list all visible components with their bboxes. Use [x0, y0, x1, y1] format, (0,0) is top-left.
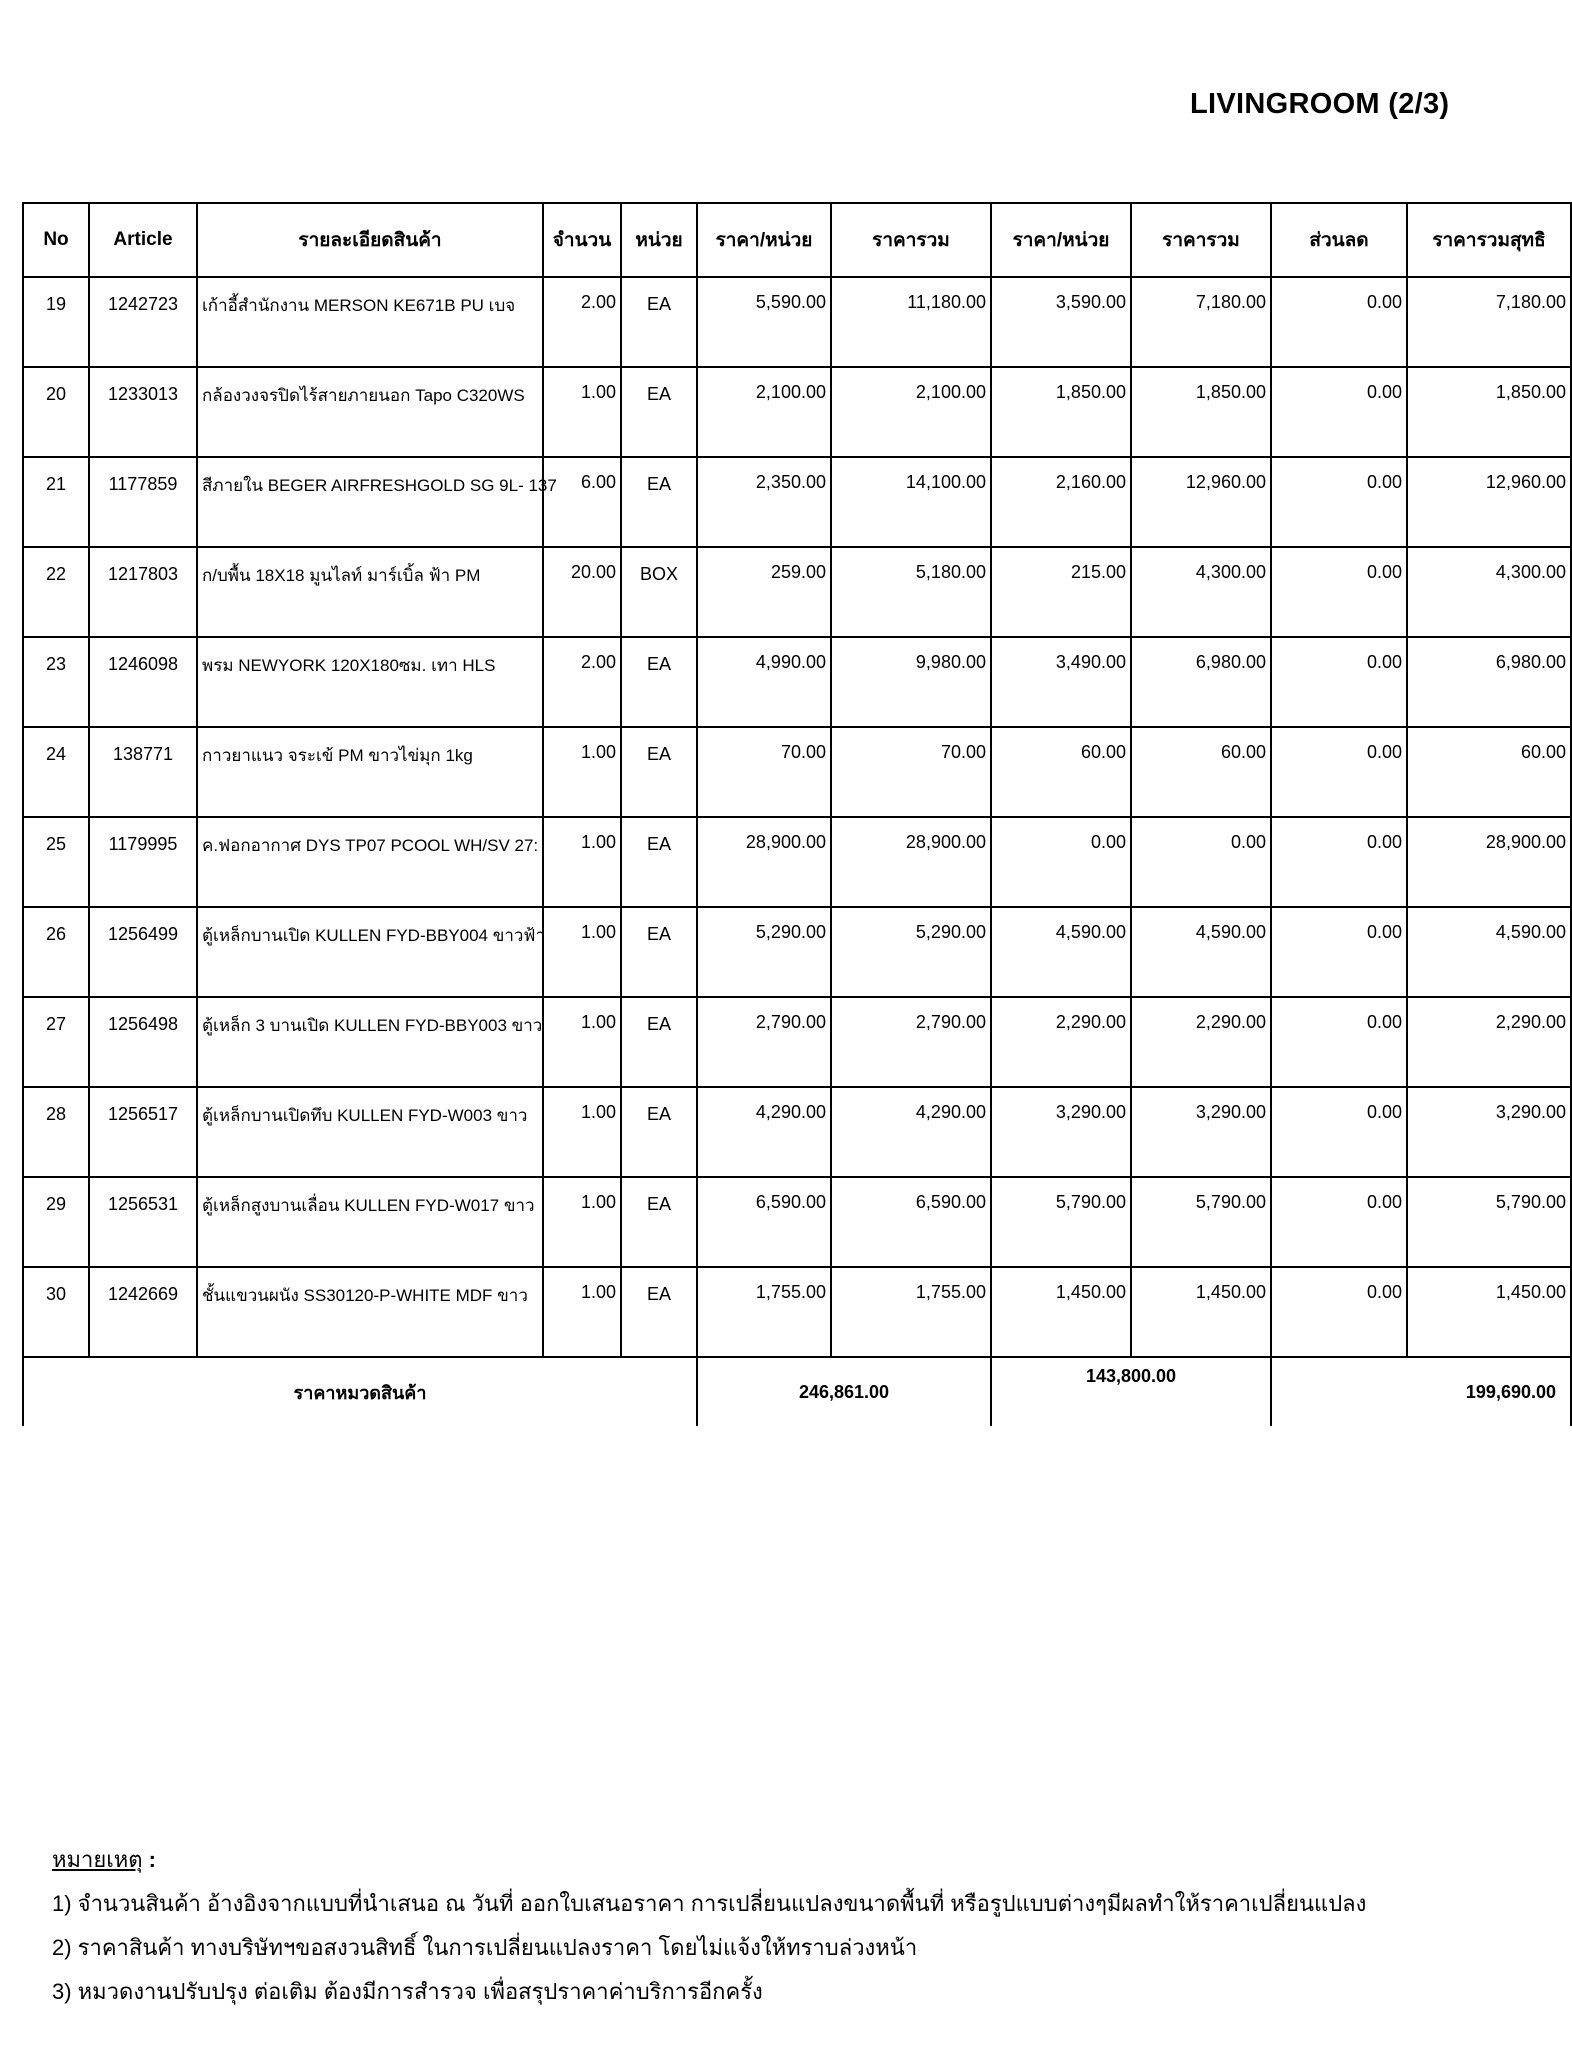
cell-description: ค.ฟอกอากาศ DYS TP07 PCOOL WH/SV 27:: [197, 817, 543, 907]
cell-article: 1256498: [89, 997, 197, 1087]
cell-unit-price-2: 215.00: [991, 547, 1131, 637]
cell-description: กาวยาแนว จระเข้ PM ขาวไข่มุก 1kg: [197, 727, 543, 817]
header-net-total: ราคารวมสุทธิ: [1407, 203, 1571, 277]
cell-article: 1233013: [89, 367, 197, 457]
cell-discount: 0.00: [1271, 277, 1407, 367]
cell-quantity: 2.00: [543, 637, 621, 727]
cell-no: 20: [23, 367, 89, 457]
cell-unit-price-2: 1,850.00: [991, 367, 1131, 457]
cell-quantity: 1.00: [543, 1177, 621, 1267]
cell-description: ชั้นแขวนผนัง SS30120-P-WHITE MDF ขาว: [197, 1267, 543, 1357]
header-no: No: [23, 203, 89, 277]
cell-total: 1,755.00: [831, 1267, 991, 1357]
cell-total: 6,590.00: [831, 1177, 991, 1267]
cell-article: 138771: [89, 727, 197, 817]
cell-description: พรม NEWYORK 120X180ซม. เทา HLS: [197, 637, 543, 727]
cell-discount: 0.00: [1271, 727, 1407, 817]
cell-discount: 0.00: [1271, 1267, 1407, 1357]
cell-total-2: 1,450.00: [1131, 1267, 1271, 1357]
category-total-1: 246,861.00: [697, 1357, 991, 1426]
cell-no: 30: [23, 1267, 89, 1357]
cell-total-2: 0.00: [1131, 817, 1271, 907]
cell-unit: EA: [621, 277, 697, 367]
cell-unit-price: 2,790.00: [697, 997, 831, 1087]
table-row: [23, 907, 1571, 997]
header-total-2: ราคารวม: [1131, 203, 1271, 277]
cell-article: 1256531: [89, 1177, 197, 1267]
cell-quantity: 6.00: [543, 457, 621, 547]
cell-net-total: 60.00: [1407, 727, 1571, 817]
table-row: [23, 1087, 1571, 1177]
cell-unit-price: 5,590.00: [697, 277, 831, 367]
cell-no: 23: [23, 637, 89, 727]
cell-no: 28: [23, 1087, 89, 1177]
table-row: [23, 817, 1571, 907]
cell-article: 1256517: [89, 1087, 197, 1177]
cell-discount: 0.00: [1271, 817, 1407, 907]
table-row: [23, 457, 1571, 547]
cell-description: ตู้เหล็กบานเปิด KULLEN FYD-BBY004 ขาวฟ้า: [197, 907, 543, 997]
cell-total: 5,290.00: [831, 907, 991, 997]
header-discount: ส่วนลด: [1271, 203, 1407, 277]
cell-net-total: 7,180.00: [1407, 277, 1571, 367]
cell-discount: 0.00: [1271, 637, 1407, 727]
cell-unit-price: 70.00: [697, 727, 831, 817]
cell-net-total: 2,290.00: [1407, 997, 1571, 1087]
cell-total: 14,100.00: [831, 457, 991, 547]
table-row: [23, 997, 1571, 1087]
cell-unit-price-2: 60.00: [991, 727, 1131, 817]
cell-unit: EA: [621, 1087, 697, 1177]
cell-unit-price: 28,900.00: [697, 817, 831, 907]
cell-total-2: 12,960.00: [1131, 457, 1271, 547]
cell-discount: 0.00: [1271, 367, 1407, 457]
cell-description: ตู้เหล็กสูงบานเลื่อน KULLEN FYD-W017 ขาว: [197, 1177, 543, 1267]
cell-total: 4,290.00: [831, 1087, 991, 1177]
cell-unit-price-2: 3,490.00: [991, 637, 1131, 727]
cell-unit-price: 2,100.00: [697, 367, 831, 457]
category-total-label: ราคาหมวดสินค้า: [23, 1357, 697, 1426]
cell-no: 24: [23, 727, 89, 817]
notes-title: หมายเหตุ: [52, 1847, 143, 1872]
header-article: Article: [89, 203, 197, 277]
note-item-2: 2) ราคาสินค้า ทางบริษัทฯขอสงวนสิทธิ์ ในการเปลี่ยนแปลงราคา โดยไม่แจ้งให้ทราบล่วงหน้า: [52, 1935, 918, 1960]
cell-quantity: 1.00: [543, 1267, 621, 1357]
cell-description: เก้าอี้สำนักงาน MERSON KE671B PU เบจ: [197, 277, 543, 367]
cell-description: ตู้เหล็กบานเปิดทึบ KULLEN FYD-W003 ขาว: [197, 1087, 543, 1177]
cell-net-total: 28,900.00: [1407, 817, 1571, 907]
cell-net-total: 4,300.00: [1407, 547, 1571, 637]
cell-unit-price: 6,590.00: [697, 1177, 831, 1267]
table-header-row: [23, 203, 1571, 277]
cell-total: 5,180.00: [831, 547, 991, 637]
cell-net-total: 1,850.00: [1407, 367, 1571, 457]
cell-description: กล้องวงจรปิดไร้สายภายนอก Tapo C320WS: [197, 367, 543, 457]
header-quantity: จำนวน: [543, 203, 621, 277]
header-unit-price: ราคา/หน่วย: [697, 203, 831, 277]
cell-unit-price-2: 0.00: [991, 817, 1131, 907]
note-item-3: 3) หมวดงานปรับปรุง ต่อเติม ต้องมีการสำรวจ เพื่อสรุปราคาค่าบริการอีกครั้ง: [52, 1979, 763, 2004]
cell-total: 9,980.00: [831, 637, 991, 727]
cell-total-2: 5,790.00: [1131, 1177, 1271, 1267]
cell-total: 28,900.00: [831, 817, 991, 907]
cell-quantity: 1.00: [543, 1087, 621, 1177]
table-row: [23, 547, 1571, 637]
header-description: รายละเอียดสินค้า: [197, 203, 543, 277]
cell-total: 11,180.00: [831, 277, 991, 367]
cell-net-total: 6,980.00: [1407, 637, 1571, 727]
cell-discount: 0.00: [1271, 1087, 1407, 1177]
cell-quantity: 1.00: [543, 817, 621, 907]
cell-quantity: 1.00: [543, 727, 621, 817]
cell-total-2: 3,290.00: [1131, 1087, 1271, 1177]
cell-no: 21: [23, 457, 89, 547]
cell-unit: EA: [621, 727, 697, 817]
table-row: [23, 367, 1571, 457]
cell-unit-price-2: 4,590.00: [991, 907, 1131, 997]
cell-total-2: 6,980.00: [1131, 637, 1271, 727]
cell-discount: 0.00: [1271, 1177, 1407, 1267]
table-row: [23, 637, 1571, 727]
notes-colon: :: [142, 1847, 157, 1872]
cell-net-total: 3,290.00: [1407, 1087, 1571, 1177]
cell-unit: EA: [621, 997, 697, 1087]
cell-total: 2,100.00: [831, 367, 991, 457]
cell-total-2: 4,300.00: [1131, 547, 1271, 637]
category-total-row: [23, 1357, 1571, 1426]
cell-unit-price-2: 5,790.00: [991, 1177, 1131, 1267]
cell-unit-price-2: 2,290.00: [991, 997, 1131, 1087]
cell-unit: EA: [621, 367, 697, 457]
cell-no: 22: [23, 547, 89, 637]
cell-discount: 0.00: [1271, 547, 1407, 637]
cell-article: 1217803: [89, 547, 197, 637]
cell-unit-price-2: 3,590.00: [991, 277, 1131, 367]
quote-table: [22, 202, 1572, 1426]
cell-unit-price: 5,290.00: [697, 907, 831, 997]
cell-unit-price: 1,755.00: [697, 1267, 831, 1357]
category-total-2: 143,800.00: [991, 1357, 1271, 1426]
cell-unit: EA: [621, 457, 697, 547]
cell-quantity: 1.00: [543, 907, 621, 997]
cell-quantity: 2.00: [543, 277, 621, 367]
cell-unit: EA: [621, 907, 697, 997]
table-row: [23, 1177, 1571, 1267]
cell-no: 26: [23, 907, 89, 997]
table-row: [23, 277, 1571, 367]
cell-quantity: 20.00: [543, 547, 621, 637]
cell-unit-price-2: 2,160.00: [991, 457, 1131, 547]
cell-no: 27: [23, 997, 89, 1087]
cell-description: ก/บพื้น 18X18 มูนไลท์ มาร์เบิ้ล ฟ้า PM: [197, 547, 543, 637]
cell-unit: EA: [621, 817, 697, 907]
cell-net-total: 1,450.00: [1407, 1267, 1571, 1357]
cell-discount: 0.00: [1271, 457, 1407, 547]
page-title: LIVINGROOM (2/3): [1190, 88, 1450, 120]
cell-article: 1242723: [89, 277, 197, 367]
cell-total: 70.00: [831, 727, 991, 817]
cell-total-2: 2,290.00: [1131, 997, 1271, 1087]
cell-description: ตู้เหล็ก 3 บานเปิด KULLEN FYD-BBY003 ขาว: [197, 997, 543, 1087]
cell-net-total: 5,790.00: [1407, 1177, 1571, 1267]
cell-description: สีภายใน BEGER AIRFRESHGOLD SG 9L- 137: [197, 457, 543, 547]
header-unit: หน่วย: [621, 203, 697, 277]
cell-unit-price: 259.00: [697, 547, 831, 637]
cell-unit: EA: [621, 1267, 697, 1357]
cell-article: 1179995: [89, 817, 197, 907]
cell-unit-price-2: 1,450.00: [991, 1267, 1131, 1357]
notes-heading: [52, 1838, 1366, 1882]
cell-total-2: 1,850.00: [1131, 367, 1271, 457]
cell-total-2: 60.00: [1131, 727, 1271, 817]
cell-total-2: 7,180.00: [1131, 277, 1271, 367]
table-row: [23, 1267, 1571, 1357]
cell-no: 25: [23, 817, 89, 907]
notes-section: [52, 1838, 1366, 2014]
table-row: [23, 727, 1571, 817]
cell-unit: BOX: [621, 547, 697, 637]
cell-discount: 0.00: [1271, 907, 1407, 997]
cell-net-total: 12,960.00: [1407, 457, 1571, 547]
category-net-total: 199,690.00: [1271, 1357, 1571, 1426]
cell-no: 29: [23, 1177, 89, 1267]
cell-unit-price: 4,990.00: [697, 637, 831, 727]
cell-no: 19: [23, 277, 89, 367]
cell-total: 2,790.00: [831, 997, 991, 1087]
cell-quantity: 1.00: [543, 367, 621, 457]
cell-quantity: 1.00: [543, 997, 621, 1087]
cell-discount: 0.00: [1271, 997, 1407, 1087]
cell-unit: EA: [621, 1177, 697, 1267]
cell-article: 1246098: [89, 637, 197, 727]
cell-unit-price: 4,290.00: [697, 1087, 831, 1177]
cell-net-total: 4,590.00: [1407, 907, 1571, 997]
header-unit-price-2: ราคา/หน่วย: [991, 203, 1131, 277]
cell-unit: EA: [621, 637, 697, 727]
header-total: ราคารวม: [831, 203, 991, 277]
cell-unit-price: 2,350.00: [697, 457, 831, 547]
note-item-1: 1) จำนวนสินค้า อ้างอิงจากแบบที่นำเสนอ ณ วันที่ ออกใบเสนอราคา การเปลี่ยนแปลงขนาดพื้นที่ หรือรูปแบบต่างๆมีผลทำให้ราคาเปลี่ยนแปลง: [52, 1891, 1367, 1916]
cell-unit-price-2: 3,290.00: [991, 1087, 1131, 1177]
cell-article: 1177859: [89, 457, 197, 547]
cell-article: 1242669: [89, 1267, 197, 1357]
cell-total-2: 4,590.00: [1131, 907, 1271, 997]
cell-article: 1256499: [89, 907, 197, 997]
